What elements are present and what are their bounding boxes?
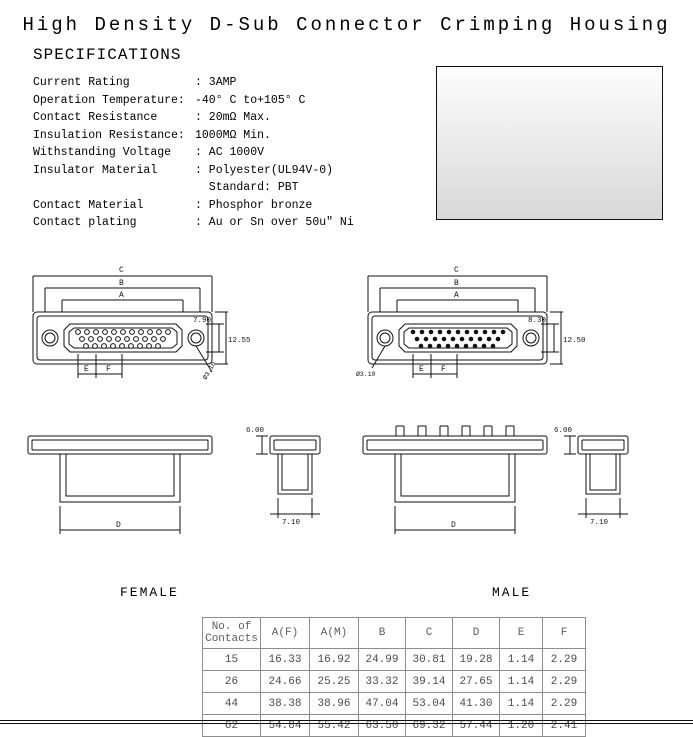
specifications-list xyxy=(33,74,354,232)
drawings-svg xyxy=(0,250,693,600)
svg-text:Ø3.10: Ø3.10 xyxy=(201,360,218,381)
spec-value: -40° C to+105° C xyxy=(195,93,306,107)
svg-text:A: A xyxy=(119,291,124,300)
spec-label: Contact plating xyxy=(33,216,137,229)
spec-value: 1000MΩ Min. xyxy=(195,128,271,142)
table-header-d: D xyxy=(453,618,500,649)
cell-c: 53.04 xyxy=(406,693,453,715)
cell-contacts: 44 xyxy=(203,693,261,715)
spec-value: : 20mΩ Max. xyxy=(195,111,271,124)
table-header-c: C xyxy=(406,618,453,649)
cell-f: 2.29 xyxy=(543,693,586,715)
page-title: High Density D-Sub Connector Crimping Housing xyxy=(22,14,671,36)
cell-e: 1.14 xyxy=(500,671,543,693)
cell-af: 38.38 xyxy=(261,693,310,715)
cell-d: 19.28 xyxy=(453,649,500,671)
cell-b: 63.50 xyxy=(359,715,406,737)
cell-c: 69.32 xyxy=(406,715,453,737)
spec-item xyxy=(33,179,354,197)
cell-e: 1.20 xyxy=(500,715,543,737)
svg-text:B: B xyxy=(454,279,459,288)
svg-text:E: E xyxy=(419,365,424,374)
spec-item xyxy=(33,197,354,215)
cell-b: 33.32 xyxy=(359,671,406,693)
svg-text:E: E xyxy=(84,365,89,374)
cell-f: 2.29 xyxy=(543,649,586,671)
svg-text:7.10: 7.10 xyxy=(282,519,301,527)
spec-item xyxy=(33,109,354,127)
svg-text:6.00: 6.00 xyxy=(554,427,573,435)
cell-contacts: 15 xyxy=(203,649,261,671)
male-height-left: 8.30 xyxy=(528,317,547,325)
table-header-f: F xyxy=(543,618,586,649)
cell-am: 38.96 xyxy=(310,693,359,715)
spec-item xyxy=(33,92,354,110)
spec-value: Standard: PBT xyxy=(195,181,299,194)
svg-text:D: D xyxy=(451,521,456,530)
spec-label: Insulation Resistance: xyxy=(33,128,185,142)
female-bottom-view xyxy=(28,436,212,534)
spec-label: Withstanding Voltage xyxy=(33,146,172,159)
cell-am: 25.25 xyxy=(310,671,359,693)
spec-label: Current Rating xyxy=(33,76,130,89)
footer-divider-secondary xyxy=(0,723,693,724)
table-header-row xyxy=(203,618,586,649)
spec-label: Contact Resistance xyxy=(33,111,158,124)
svg-text:F: F xyxy=(106,365,111,374)
female-height-left: 7.90 xyxy=(193,317,212,325)
cell-c: 30.81 xyxy=(406,649,453,671)
table-header-am: A(M) xyxy=(310,618,359,649)
female-height-right: 12.55 xyxy=(228,337,251,345)
female-profile-view xyxy=(246,427,320,527)
table-row xyxy=(203,715,586,737)
cell-am: 16.92 xyxy=(310,649,359,671)
cell-b: 47.04 xyxy=(359,693,406,715)
table-row xyxy=(203,649,586,671)
specifications-heading: SPECIFICATIONS xyxy=(33,46,182,64)
cell-d: 41.30 xyxy=(453,693,500,715)
female-front-view xyxy=(33,266,251,381)
product-photo xyxy=(436,66,663,220)
svg-text:D: D xyxy=(116,521,121,530)
cell-af: 24.66 xyxy=(261,671,310,693)
cell-d: 57.44 xyxy=(453,715,500,737)
spec-item xyxy=(33,214,354,232)
table-header-contacts xyxy=(203,618,261,649)
table-row xyxy=(203,671,586,693)
table-header-af: A(F) xyxy=(261,618,310,649)
spec-label xyxy=(33,179,195,197)
engineering-drawings xyxy=(0,250,693,600)
cell-b: 24.99 xyxy=(359,649,406,671)
cell-af: 16.33 xyxy=(261,649,310,671)
cell-af: 54.84 xyxy=(261,715,310,737)
svg-text:C: C xyxy=(454,266,459,275)
spec-item xyxy=(33,74,354,92)
spec-item xyxy=(33,144,354,162)
svg-text:6.00: 6.00 xyxy=(246,427,265,435)
table-row xyxy=(203,693,586,715)
spec-label: Insulator Material xyxy=(33,163,158,177)
cell-e: 1.14 xyxy=(500,649,543,671)
svg-text:7.10: 7.10 xyxy=(590,519,609,527)
cell-f: 2.41 xyxy=(543,715,586,737)
spec-item xyxy=(33,162,354,180)
spec-value: : AC 1000V xyxy=(195,146,265,159)
svg-text:C: C xyxy=(119,266,124,275)
spec-label: Contact Material xyxy=(33,198,144,212)
cell-f: 2.29 xyxy=(543,671,586,693)
cell-contacts: 62 xyxy=(203,715,261,737)
table-header-contacts-line2: Contacts xyxy=(205,633,258,645)
cell-e: 1.14 xyxy=(500,693,543,715)
cell-d: 27.65 xyxy=(453,671,500,693)
table-header-contacts-line1: No. of xyxy=(211,621,252,633)
table-header-e: E xyxy=(500,618,543,649)
spec-value: : Au or Sn over 50u" Ni xyxy=(195,216,354,229)
svg-text:B: B xyxy=(119,279,124,288)
dimensions-table xyxy=(202,617,586,737)
spec-label: Operation Temperature: xyxy=(33,93,185,107)
spec-value: : Polyester(UL94V-0) xyxy=(195,163,334,177)
spec-value: : Phosphor bronze xyxy=(195,198,313,212)
cell-contacts: 26 xyxy=(203,671,261,693)
spec-value: : 3AMP xyxy=(195,76,237,89)
cell-c: 39.14 xyxy=(406,671,453,693)
male-height-right: 12.50 xyxy=(563,337,586,345)
male-front-view xyxy=(356,266,586,378)
caption-female: FEMALE xyxy=(120,585,179,600)
footer-divider xyxy=(0,720,693,721)
table-header-b: B xyxy=(359,618,406,649)
cell-am: 55.42 xyxy=(310,715,359,737)
svg-text:A: A xyxy=(454,291,459,300)
male-profile-view xyxy=(554,427,628,527)
male-bottom-view xyxy=(363,426,547,534)
svg-text:F: F xyxy=(441,365,446,374)
caption-male: MALE xyxy=(492,585,532,600)
svg-text:Ø3.10: Ø3.10 xyxy=(356,371,376,378)
spec-item xyxy=(33,127,354,145)
